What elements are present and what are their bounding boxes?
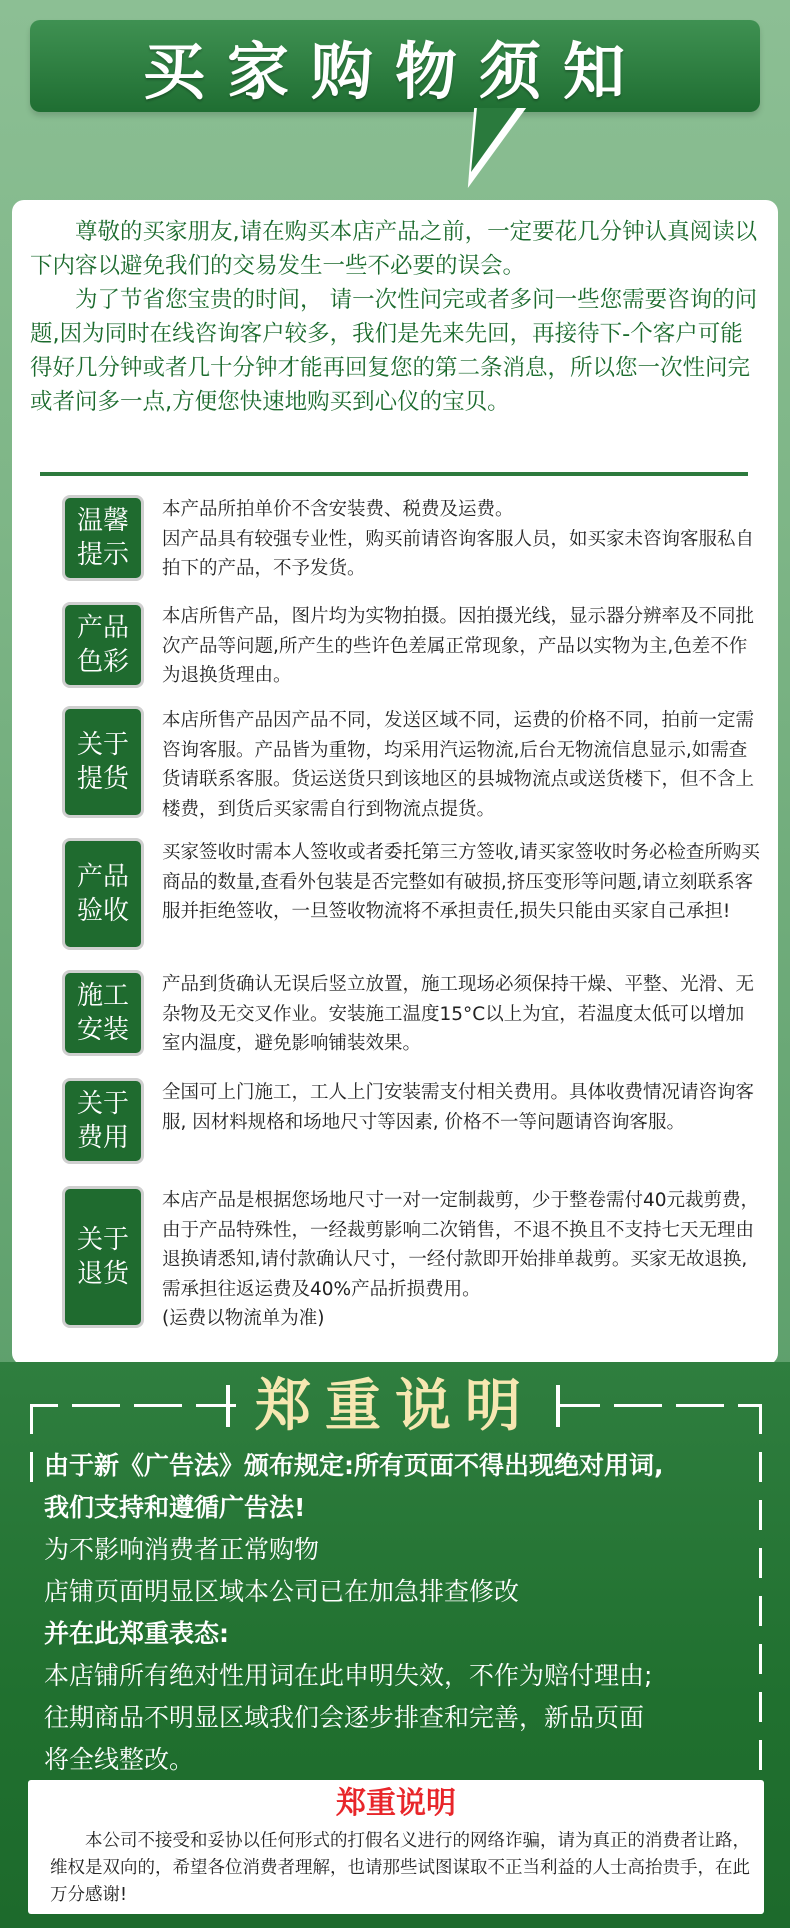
statement-line: 往期商品不明显区域我们会逐步排查和完善，新品页面 bbox=[44, 1703, 645, 1732]
statement-line: 店铺页面明显区域本公司已在加急排查修改 bbox=[44, 1577, 520, 1606]
notice-text: 产品到货确认无误后竖立放置，施工现场必须保持干燥、平整、光滑、无杂物及无交叉作业。安装施工温度15°C以上为宜，若温度太低可以增加室内温度，避免影响铺装效果。 bbox=[162, 974, 755, 1054]
notice-tag bbox=[62, 706, 144, 818]
notice-tag-line1: 关于 bbox=[76, 1225, 129, 1255]
dash-line bbox=[196, 1404, 236, 1407]
dash-line bbox=[759, 1404, 762, 1434]
section-divider bbox=[40, 472, 748, 476]
notice-tag bbox=[62, 970, 144, 1056]
statement-line: 将全线整改。 bbox=[44, 1745, 195, 1774]
statement-line: 由于新《广告法》颁布规定:所有页面不得出现绝对用词, bbox=[44, 1451, 664, 1480]
notice-tag-line1: 产品 bbox=[76, 862, 129, 892]
dash-line bbox=[614, 1404, 662, 1407]
dash-line bbox=[556, 1404, 600, 1407]
footer-title: 郑重说明 bbox=[336, 1786, 456, 1821]
notice-tag bbox=[62, 495, 144, 581]
footer-text: 本公司不接受和妥协以任何形式的打假名义进行的网络诈骗，请为真正的消费者让路，维权是双向的，希望各位消费者理解，也请那些试图谋取不正当利益的人士高抬贵手，在此万分感谢! bbox=[50, 1831, 750, 1905]
statement-line: 并在此郑重表态: bbox=[44, 1619, 229, 1648]
notice-tag-line1: 施工 bbox=[76, 981, 129, 1011]
intro-text bbox=[30, 215, 760, 419]
dash-line bbox=[30, 1404, 33, 1434]
statement-line: 为不影响消费者正常购物 bbox=[44, 1535, 320, 1564]
notice-tag-line1: 关于 bbox=[76, 730, 129, 760]
notice-tag-line2: 提示 bbox=[76, 540, 129, 570]
dash-line bbox=[72, 1404, 120, 1407]
notice-tag-line2: 费用 bbox=[76, 1123, 129, 1153]
notice-text: 本店所售产品，图片均为实物拍摄。因拍摄光线，显示器分辨率及不同批次产品等问题,所产生的些许色差属正常现象，产品以实物为主,色差不作为退换货理由。 bbox=[162, 606, 755, 686]
notice-text: 买家签收时需本人签收或者委托第三方签收,请买家签收时务必检查所购买商品的数量,查看外包装是否完整如有破损,挤压变形等问题,请立刻联系客服并拒绝签收，一旦签收物流将不承担责任,损失只能由买家自己承担! bbox=[162, 842, 760, 922]
notice-tag-line2: 验收 bbox=[76, 896, 129, 926]
notice-tag-line1: 产品 bbox=[76, 613, 129, 643]
dash-line bbox=[676, 1404, 724, 1407]
notice-text: 本店所售产品因产品不同，发送区域不同，运费的价格不同，拍前一定需咨询客服。产品皆为重物，均采用汽运物流,后台无物流信息显示,如需查货请联系客服。货运送货只到该地区的县城物流点或送货楼下，但不含上楼费，到货后买家需自行到物流点提货。 bbox=[162, 710, 755, 820]
notice-tag-line2: 提货 bbox=[76, 764, 129, 794]
notice-tag-line2: 色彩 bbox=[76, 647, 129, 677]
statement-title: 郑重说明 bbox=[255, 1374, 535, 1439]
notice-tag bbox=[62, 1186, 144, 1328]
intro-paragraph-2: 为了节省您宝贵的时间， 请一次性问完或者多问一些您需要咨询的问题,因为同时在线咨询客户较多，我们是先来先回，再接待下-个客户可能得好几分钟或者几十分钟才能再回复您的第二条消息，所以您一次性问完或者问多一点,方便您快速地购买到心仪的宝贝。 bbox=[30, 287, 758, 415]
page-title: 买家购物须知 bbox=[142, 34, 647, 108]
dash-bar bbox=[226, 1385, 230, 1427]
title-banner bbox=[30, 20, 760, 112]
intro-paragraph-1: 尊敬的买家朋友,请在购买本店产品之前，一定要花几分钟认真阅读以下内容以避免我们的交易发生一些不必要的误会。 bbox=[30, 219, 758, 279]
notice-tag-line1: 关于 bbox=[76, 1089, 129, 1119]
footer-box bbox=[28, 1780, 764, 1914]
statement-body bbox=[44, 1445, 760, 1781]
notice-tag bbox=[62, 602, 144, 688]
notice-tag-line2: 退货 bbox=[76, 1259, 129, 1289]
notice-text: 全国可上门施工，工人上门安装需支付相关费用。具体收费情况请咨询客服, 因材料规格和场地尺寸等因素, 价格不一等问题请咨询客服。 bbox=[162, 1082, 755, 1133]
notice-text: 本产品所拍单价不含安装费、税费及运费。 因产品具有较强专业性，购买前请咨询客服人员，如买家未咨询客服私自拍下的产品，不予发货。 bbox=[162, 499, 755, 579]
dash-line bbox=[134, 1404, 182, 1407]
statement-line: 本店铺所有绝对性用词在此申明失效，不作为赔付理由; bbox=[44, 1661, 653, 1690]
notice-tag bbox=[62, 838, 144, 950]
notice-tag-line1: 温馨 bbox=[76, 506, 129, 536]
notice-tag bbox=[62, 1078, 144, 1164]
notice-text: 本店产品是根据您场地尺寸一对一定制裁剪，少于整卷需付40元裁剪费，由于产品特殊性，一经裁剪影响二次销售，不退不换且不支持七天无理由退换请悉知,请付款确认尺寸，一经付款即开始排单裁剪。买家无故退换,需承担往返运费及40%产品折损费用。 (运费以物流单为准) bbox=[162, 1190, 760, 1329]
notice-tag-line2: 安装 bbox=[76, 1015, 129, 1045]
dash-line bbox=[30, 1452, 33, 1482]
statement-line: 我们支持和遵循广告法! bbox=[44, 1493, 306, 1522]
dash-line bbox=[30, 1404, 58, 1407]
